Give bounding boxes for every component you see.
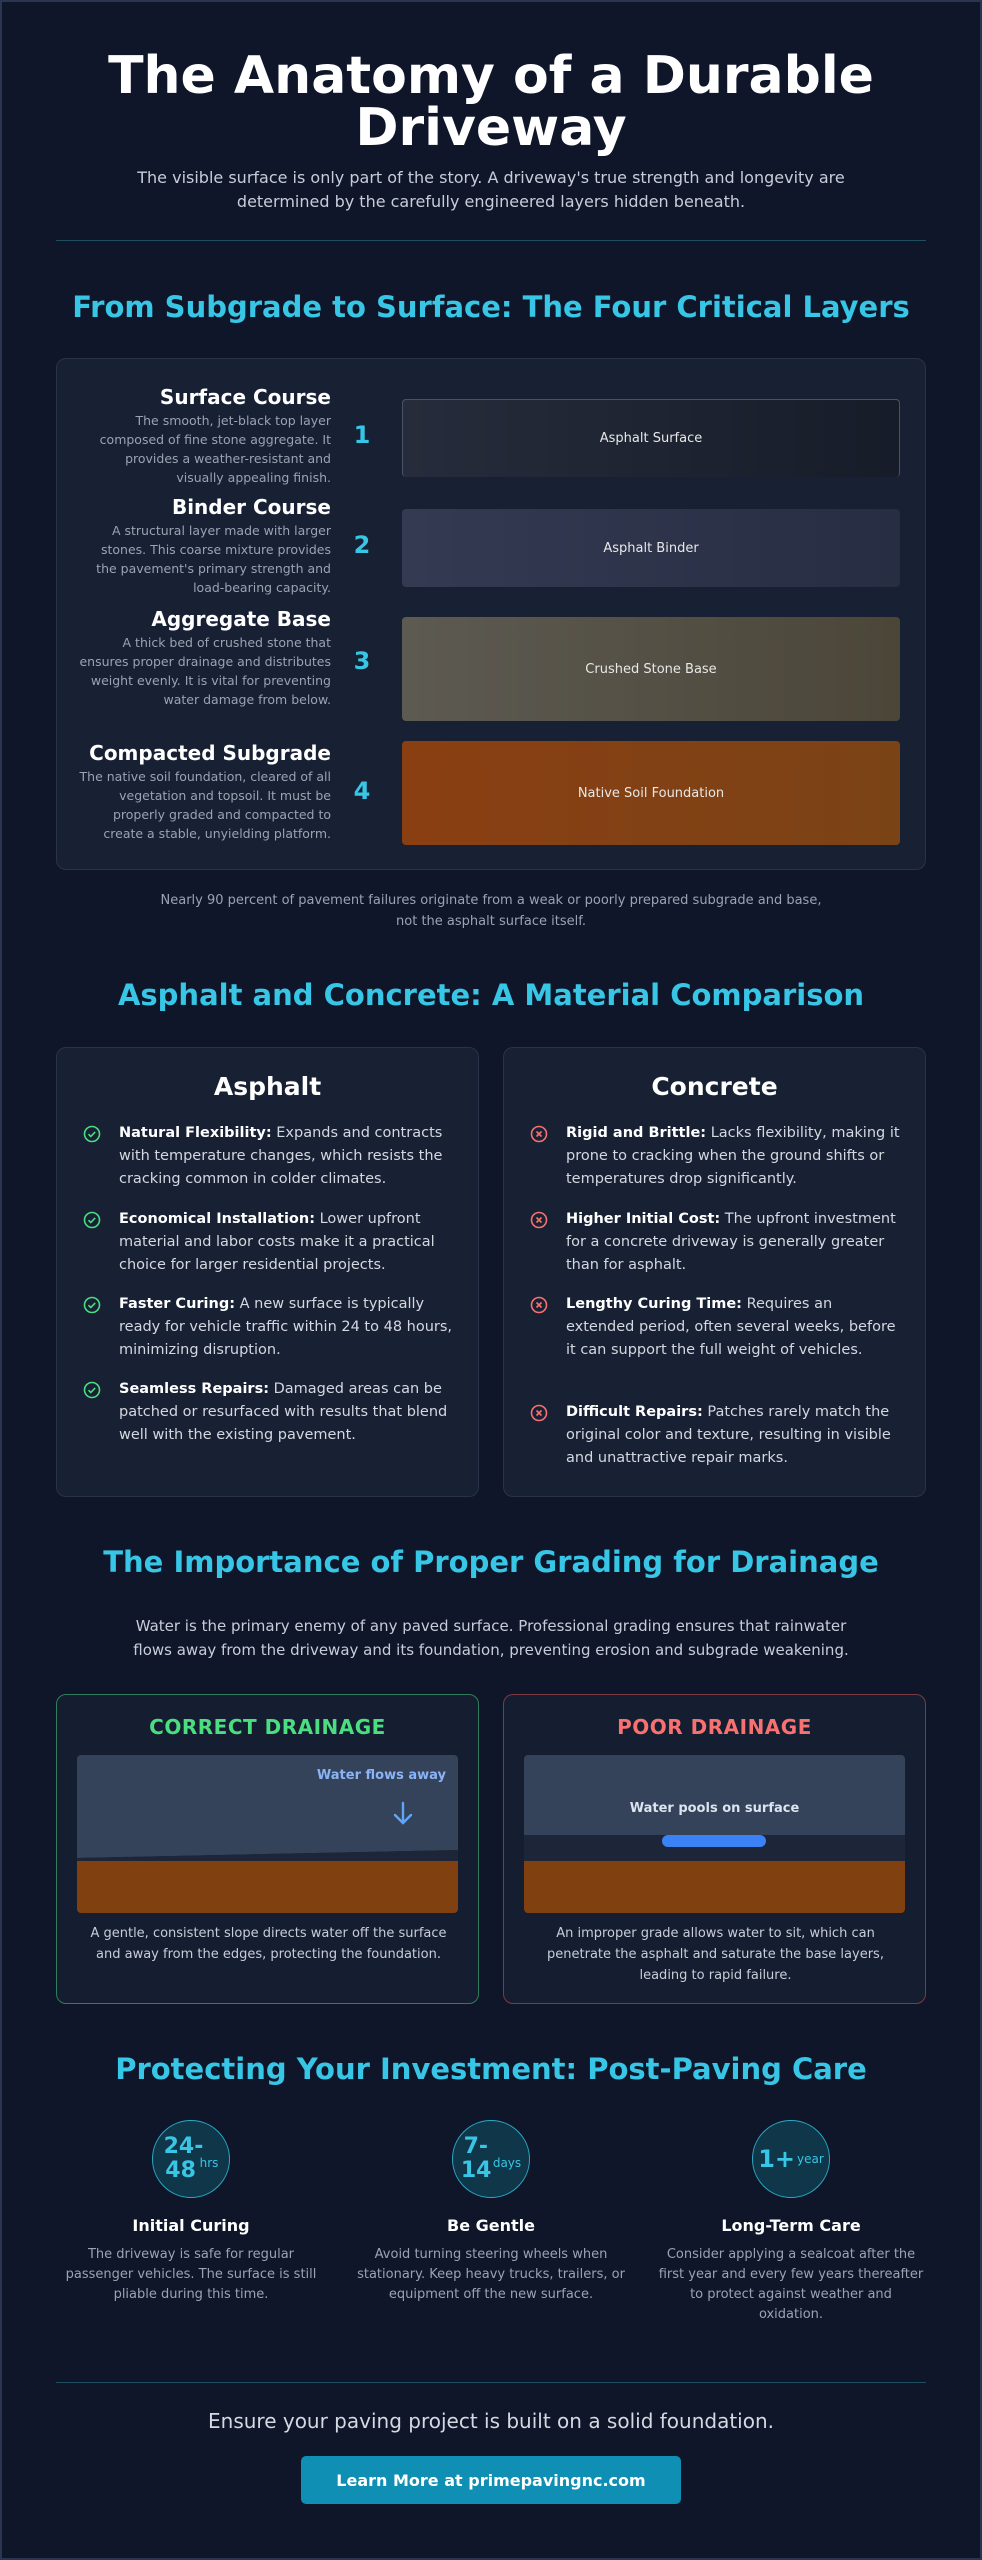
concrete-con-item	[530, 1293, 902, 1362]
layer-text	[77, 741, 331, 843]
asphalt-pro-item	[83, 1122, 455, 1191]
care-section-title: Protecting Your Investment: Post-Paving Care	[115, 2052, 867, 2086]
item-text: The upfront investment for a concrete driveway is generally greater than for asphalt.	[566, 1211, 896, 1273]
correct-drainage-diagram	[77, 1755, 458, 1913]
x-circle-icon	[530, 1296, 548, 1314]
item-text: Lower upfront material and labor costs make it a practical choice for larger residential projects.	[119, 1211, 435, 1273]
layer-description: A structural layer made with larger stones. This coarse mixture provides the pavement's primary strength and load-bearing capacity.	[96, 523, 331, 595]
concrete-card-title: Concrete	[651, 1072, 778, 1101]
item-heading: Rigid and Brittle:	[566, 1125, 707, 1141]
layer-description: A thick bed of crushed stone that ensures proper drainage and distributes weight evenly. It is vital for preventing water damage from below.	[79, 635, 331, 707]
layer-box-native-soil: Native Soil Foundation	[402, 741, 900, 845]
concrete-con-item	[530, 1208, 902, 1277]
drainage-section-title: The Importance of Proper Grading for Drainage	[103, 1545, 879, 1579]
asphalt-pro-item	[83, 1208, 455, 1277]
poor-drainage-description: An improper grade allows water to sit, which can penetrate the asphalt and saturate the base layers, leading to rapid failure.	[547, 1926, 884, 1983]
item-heading: Difficult Repairs:	[566, 1404, 703, 1420]
item-text: Patches rarely match the original color and texture, resulting in visible and unattractive repair marks.	[566, 1404, 891, 1466]
layer-name: Compacted Subgrade	[89, 741, 331, 765]
item-heading: Higher Initial Cost:	[566, 1211, 721, 1227]
concrete-con-item	[530, 1401, 902, 1470]
care-item-be-gentle	[356, 2120, 626, 2305]
item-heading: Seamless Repairs:	[119, 1381, 269, 1397]
concrete-con-text	[566, 1293, 902, 1362]
item-heading: Lengthy Curing Time:	[566, 1296, 742, 1312]
drainage-intro: Water is the primary enemy of any paved surface. Professional grading ensures that rainwater flows away from the driveway and its foundation, preventing erosion and subgrade weakening.	[133, 1617, 849, 1659]
correct-drainage-description: A gentle, consistent slope directs water off the surface and away from the edges, protecting the foundation.	[90, 1926, 447, 1962]
asphalt-pro-text	[119, 1208, 455, 1277]
correct-drainage-title: CORRECT DRAINAGE	[149, 1715, 386, 1739]
poor-drainage-card	[503, 1694, 926, 2004]
water-flows-label: Water flows away	[316, 1768, 446, 1783]
x-circle-icon	[530, 1404, 548, 1422]
asphalt-pro-text	[119, 1293, 455, 1362]
item-text: Expands and contracts with temperature changes, which resists the cracking common in colder climates.	[119, 1125, 443, 1187]
item-text: Requires an extended period, often several weeks, before it can support the full weight of vehicles.	[566, 1296, 896, 1358]
asphalt-card	[56, 1047, 479, 1497]
care-badge	[452, 2120, 530, 2198]
care-unit: days	[492, 2156, 522, 2170]
care-title: Be Gentle	[447, 2216, 535, 2235]
arrow-down-icon	[392, 1801, 414, 1827]
layer-name: Aggregate Base	[151, 607, 331, 631]
asphalt-pro-text	[119, 1122, 455, 1191]
check-circle-icon	[83, 1125, 101, 1143]
x-circle-icon	[530, 1211, 548, 1229]
layer-text	[77, 385, 331, 487]
layer-name: Surface Course	[159, 385, 331, 409]
care-number: 7-14	[460, 2134, 492, 2183]
care-title: Long-Term Care	[721, 2216, 861, 2235]
flat-surface-graphic	[524, 1755, 905, 1913]
page-title: The Anatomy of a Durable Driveway	[108, 46, 874, 158]
layer-number: 4	[353, 777, 371, 805]
concrete-con-text	[566, 1401, 902, 1470]
care-description: Consider applying a sealcoat after the first year and every few years thereafter to protect against weather and oxidation.	[658, 2247, 924, 2322]
care-unit: hrs	[199, 2156, 219, 2170]
item-text: Lacks flexibility, making it prone to cracking when the ground shifts or temperatures drop significantly.	[566, 1125, 900, 1187]
care-badge	[152, 2120, 230, 2198]
care-number: 24-48	[163, 2134, 204, 2183]
poor-drainage-title: POOR DRAINAGE	[617, 1715, 812, 1739]
footer-text: Ensure your paving project is built on a solid foundation.	[208, 2409, 774, 2433]
layers-card	[56, 358, 926, 870]
item-heading: Faster Curing:	[119, 1296, 236, 1312]
layer-box-asphalt-surface: Asphalt Surface	[402, 399, 900, 477]
layer-number: 3	[353, 647, 371, 675]
layer-description: The native soil foundation, cleared of all vegetation and topsoil. It must be properly graded and compacted to create a stable, unyielding platform.	[79, 769, 331, 841]
layer-name: Binder Course	[171, 495, 331, 519]
item-text: A new surface is typically ready for vehicle traffic within 24 to 48 hours, minimizing disruption.	[119, 1296, 453, 1358]
care-unit: year	[797, 2152, 824, 2166]
concrete-con-item	[530, 1122, 902, 1191]
page-subtitle: The visible surface is only part of the story. A driveway's true strength and longevity are determined by the carefully engineered layers hidden beneath.	[137, 168, 845, 211]
layer-number: 1	[353, 421, 371, 449]
check-circle-icon	[83, 1211, 101, 1229]
layer-number: 2	[353, 531, 371, 559]
item-heading: Natural Flexibility:	[119, 1125, 272, 1141]
check-circle-icon	[83, 1296, 101, 1314]
asphalt-card-title: Asphalt	[213, 1072, 322, 1101]
concrete-con-text	[566, 1208, 902, 1277]
asphalt-pro-text	[119, 1378, 455, 1447]
water-pools-label: Water pools on surface	[629, 1801, 800, 1816]
check-circle-icon	[83, 1381, 101, 1399]
care-item-long-term-care	[656, 2120, 926, 2325]
layer-text	[77, 495, 331, 597]
care-badge	[752, 2120, 830, 2198]
x-circle-icon	[530, 1125, 548, 1143]
layer-box-crushed-stone-base: Crushed Stone Base	[402, 617, 900, 721]
correct-drainage-card	[56, 1694, 479, 2004]
layers-note: Nearly 90 percent of pavement failures originate from a weak or poorly prepared subgrade and base, not the asphalt surface itself.	[160, 893, 822, 929]
item-text: Damaged areas can be patched or resurfaced with results that blend well with the existing pavement.	[119, 1381, 448, 1443]
comparison-section-title: Asphalt and Concrete: A Material Comparison	[117, 978, 865, 1012]
layer-text	[77, 607, 331, 709]
concrete-card	[503, 1047, 926, 1497]
concrete-con-text	[566, 1122, 902, 1191]
care-description: The driveway is safe for regular passenger vehicles. The surface is still pliable during this time.	[65, 2247, 317, 2302]
layer-box-asphalt-binder: Asphalt Binder	[402, 509, 900, 587]
divider	[56, 2382, 926, 2383]
layers-section-title: From Subgrade to Surface: The Four Critical Layers	[72, 290, 910, 324]
poor-drainage-diagram	[524, 1755, 905, 1913]
care-title: Initial Curing	[132, 2216, 250, 2235]
item-heading: Economical Installation:	[119, 1211, 315, 1227]
care-number: 1+	[758, 2145, 796, 2173]
care-description: Avoid turning steering wheels when stationary. Keep heavy trucks, trailers, or equipment off the new surface.	[357, 2247, 625, 2302]
layer-description: The smooth, jet-black top layer composed of fine stone aggregate. It provides a weather-resistant and visually appealing finish.	[99, 413, 331, 485]
learn-more-button[interactable]: Learn More at primepavingnc.com	[301, 2456, 681, 2504]
care-item-initial-curing	[56, 2120, 326, 2305]
divider	[56, 240, 926, 241]
asphalt-pro-item	[83, 1293, 455, 1362]
asphalt-pro-item	[83, 1378, 455, 1447]
